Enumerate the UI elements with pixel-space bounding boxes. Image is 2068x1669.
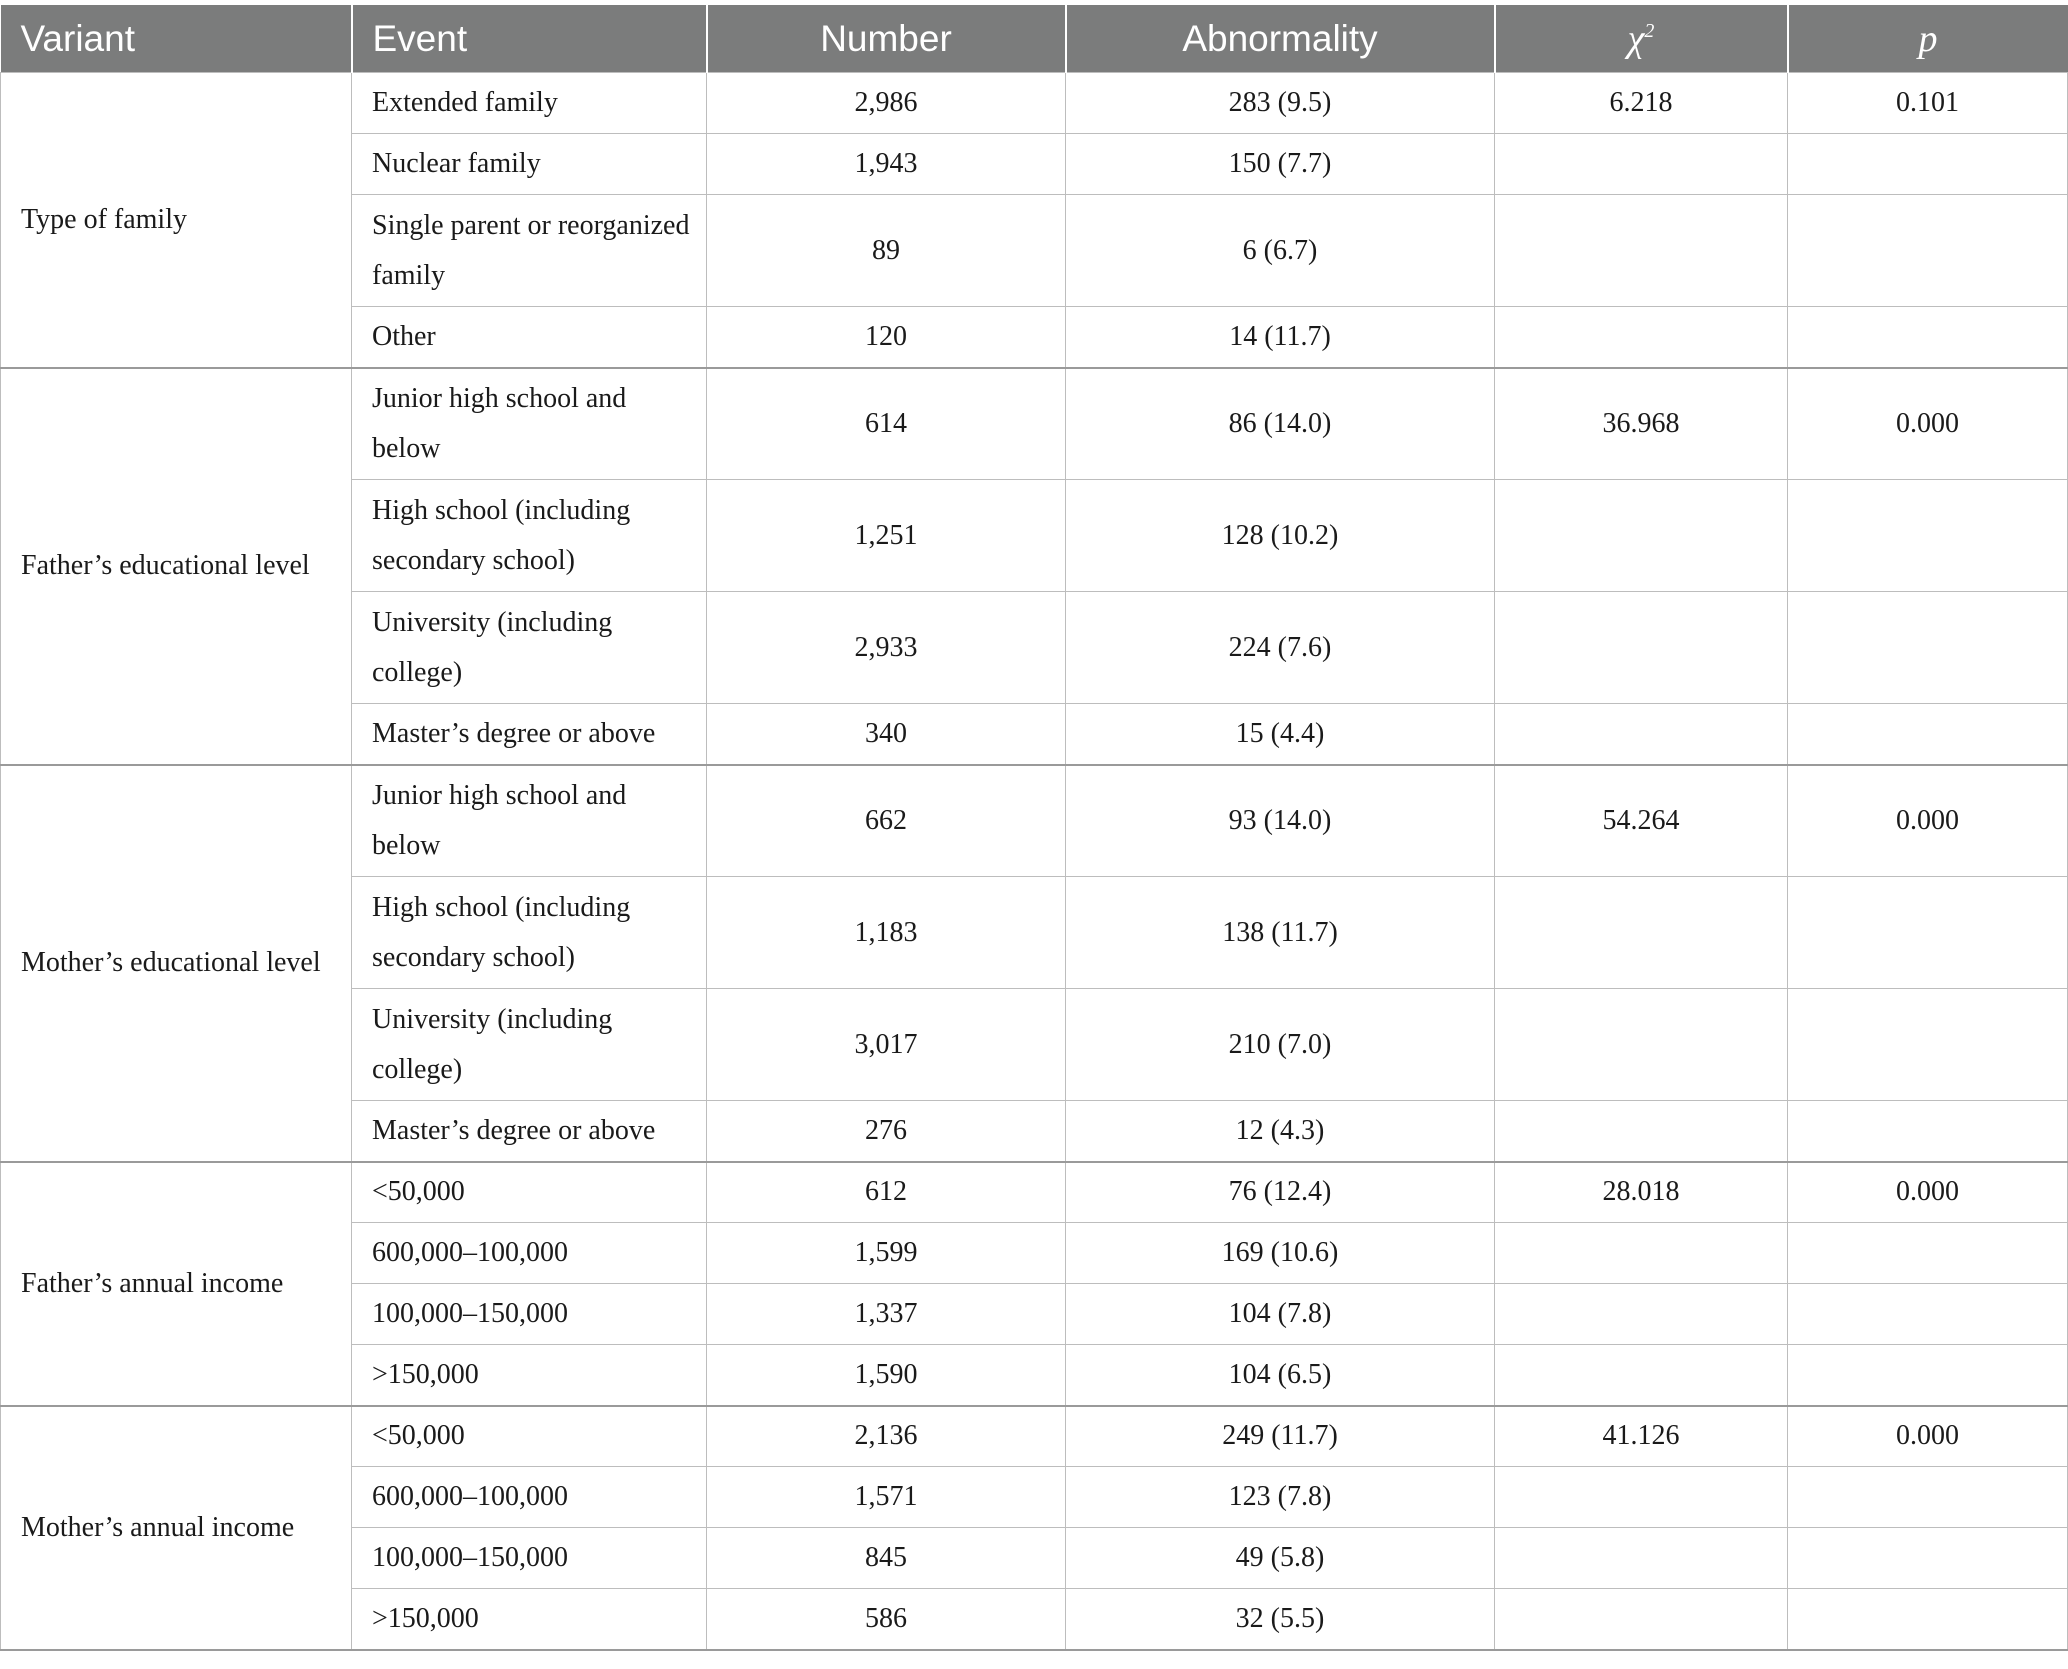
abnormality-cell: 249 (11.7): [1066, 1406, 1495, 1467]
abnormality-cell: 123 (7.8): [1066, 1467, 1495, 1528]
header-abnormality: Abnormality: [1066, 5, 1495, 73]
chi-symbol: χ: [1627, 17, 1645, 60]
chi-square-cell: [1495, 1589, 1788, 1650]
abnormality-cell: 104 (6.5): [1066, 1345, 1495, 1406]
header-p-value: p: [1788, 5, 2068, 73]
table-header: [1, 5, 2068, 73]
number-cell: 1,599: [707, 1223, 1066, 1284]
number-cell: 612: [707, 1162, 1066, 1223]
p-value-cell: [1788, 877, 2068, 989]
number-cell: 120: [707, 307, 1066, 368]
chi-square-cell: 6.218: [1495, 73, 1788, 134]
abnormality-cell: 169 (10.6): [1066, 1223, 1495, 1284]
header-row: [1, 5, 2068, 73]
number-cell: 2,986: [707, 73, 1066, 134]
event-cell: 100,000–150,000: [352, 1284, 707, 1345]
abnormality-cell: 12 (4.3): [1066, 1101, 1495, 1162]
header-chi-square: [1495, 5, 1788, 73]
chi-square-cell: [1495, 1528, 1788, 1589]
chi-square-cell: [1495, 1467, 1788, 1528]
abnormality-cell: 49 (5.8): [1066, 1528, 1495, 1589]
p-value-cell: [1788, 989, 2068, 1101]
table-row: [1, 1406, 2068, 1467]
table-row: [1, 765, 2068, 877]
p-value-cell: 0.000: [1788, 1406, 2068, 1467]
chi-square-cell: [1495, 877, 1788, 989]
p-value-cell: [1788, 1345, 2068, 1406]
number-cell: 1,943: [707, 134, 1066, 195]
event-cell: Other: [352, 307, 707, 368]
header-variant: Variant: [1, 5, 352, 73]
number-cell: 614: [707, 368, 1066, 480]
abnormality-cell: 14 (11.7): [1066, 307, 1495, 368]
chi-square-cell: [1495, 1223, 1788, 1284]
number-cell: 2,933: [707, 592, 1066, 704]
abnormality-cell: 86 (14.0): [1066, 368, 1495, 480]
number-cell: 586: [707, 1589, 1066, 1650]
p-value-cell: [1788, 134, 2068, 195]
abnormality-cell: 224 (7.6): [1066, 592, 1495, 704]
event-cell: University (including college): [352, 989, 707, 1101]
chi-square-cell: [1495, 307, 1788, 368]
table-row: [1, 73, 2068, 134]
event-cell: Nuclear family: [352, 134, 707, 195]
variant-cell: Mother’s annual income: [1, 1406, 352, 1650]
event-cell: 600,000–100,000: [352, 1223, 707, 1284]
p-value-cell: [1788, 307, 2068, 368]
chi-square-cell: [1495, 1284, 1788, 1345]
table-row: [1, 368, 2068, 480]
number-cell: 340: [707, 704, 1066, 765]
abnormality-cell: 15 (4.4): [1066, 704, 1495, 765]
event-cell: Junior high school and below: [352, 765, 707, 877]
p-value-cell: [1788, 1589, 2068, 1650]
chi-square-cell: 36.968: [1495, 368, 1788, 480]
p-value-cell: [1788, 1223, 2068, 1284]
event-cell: Junior high school and below: [352, 368, 707, 480]
event-cell: High school (including secondary school): [352, 480, 707, 592]
abnormality-cell: 76 (12.4): [1066, 1162, 1495, 1223]
event-cell: 600,000–100,000: [352, 1467, 707, 1528]
chi-square-cell: 54.264: [1495, 765, 1788, 877]
number-cell: 276: [707, 1101, 1066, 1162]
abnormality-cell: 93 (14.0): [1066, 765, 1495, 877]
abnormality-cell: 138 (11.7): [1066, 877, 1495, 989]
p-value-cell: [1788, 704, 2068, 765]
abnormality-cell: 32 (5.5): [1066, 1589, 1495, 1650]
p-value-cell: [1788, 1101, 2068, 1162]
number-cell: 89: [707, 195, 1066, 307]
number-cell: 3,017: [707, 989, 1066, 1101]
event-cell: >150,000: [352, 1589, 707, 1650]
number-cell: 1,590: [707, 1345, 1066, 1406]
event-cell: High school (including secondary school): [352, 877, 707, 989]
number-cell: 845: [707, 1528, 1066, 1589]
variant-cell: Father’s annual income: [1, 1162, 352, 1406]
event-cell: >150,000: [352, 1345, 707, 1406]
event-cell: <50,000: [352, 1406, 707, 1467]
chi-square-cell: [1495, 134, 1788, 195]
variant-cell: Father’s educational level: [1, 368, 352, 765]
number-cell: 2,136: [707, 1406, 1066, 1467]
variant-cell: Mother’s educational level: [1, 765, 352, 1162]
header-number: Number: [707, 5, 1066, 73]
p-value-cell: 0.000: [1788, 1162, 2068, 1223]
chi-square-cell: [1495, 480, 1788, 592]
p-value-cell: 0.000: [1788, 368, 2068, 480]
event-cell: Single parent or reorganized family: [352, 195, 707, 307]
abnormality-cell: 104 (7.8): [1066, 1284, 1495, 1345]
event-cell: Extended family: [352, 73, 707, 134]
number-cell: 662: [707, 765, 1066, 877]
p-value-cell: [1788, 1284, 2068, 1345]
event-cell: 100,000–150,000: [352, 1528, 707, 1589]
abnormality-cell: 283 (9.5): [1066, 73, 1495, 134]
p-value-cell: 0.000: [1788, 765, 2068, 877]
number-cell: 1,337: [707, 1284, 1066, 1345]
number-cell: 1,251: [707, 480, 1066, 592]
p-value-cell: [1788, 480, 2068, 592]
abnormality-cell: 150 (7.7): [1066, 134, 1495, 195]
event-cell: Master’s degree or above: [352, 1101, 707, 1162]
chi-square-cell: [1495, 1345, 1788, 1406]
p-value-cell: 0.101: [1788, 73, 2068, 134]
number-cell: 1,183: [707, 877, 1066, 989]
event-cell: Master’s degree or above: [352, 704, 707, 765]
chi-square-cell: [1495, 704, 1788, 765]
event-cell: <50,000: [352, 1162, 707, 1223]
p-value-cell: [1788, 1528, 2068, 1589]
variant-cell: Type of family: [1, 73, 352, 368]
table-body: [1, 73, 2068, 1650]
p-value-cell: [1788, 195, 2068, 307]
table-row: [1, 1162, 2068, 1223]
p-value-cell: [1788, 592, 2068, 704]
chi-square-cell: 41.126: [1495, 1406, 1788, 1467]
chi-square-cell: 28.018: [1495, 1162, 1788, 1223]
results-table: [0, 5, 2068, 1651]
abnormality-cell: 128 (10.2): [1066, 480, 1495, 592]
chi-square-cell: [1495, 195, 1788, 307]
p-value-cell: [1788, 1467, 2068, 1528]
abnormality-cell: 6 (6.7): [1066, 195, 1495, 307]
chi-superscript: 2: [1644, 19, 1655, 42]
chi-square-cell: [1495, 1101, 1788, 1162]
chi-square-cell: [1495, 989, 1788, 1101]
header-event: Event: [352, 5, 707, 73]
chi-square-cell: [1495, 592, 1788, 704]
event-cell: University (including college): [352, 592, 707, 704]
abnormality-cell: 210 (7.0): [1066, 989, 1495, 1101]
number-cell: 1,571: [707, 1467, 1066, 1528]
